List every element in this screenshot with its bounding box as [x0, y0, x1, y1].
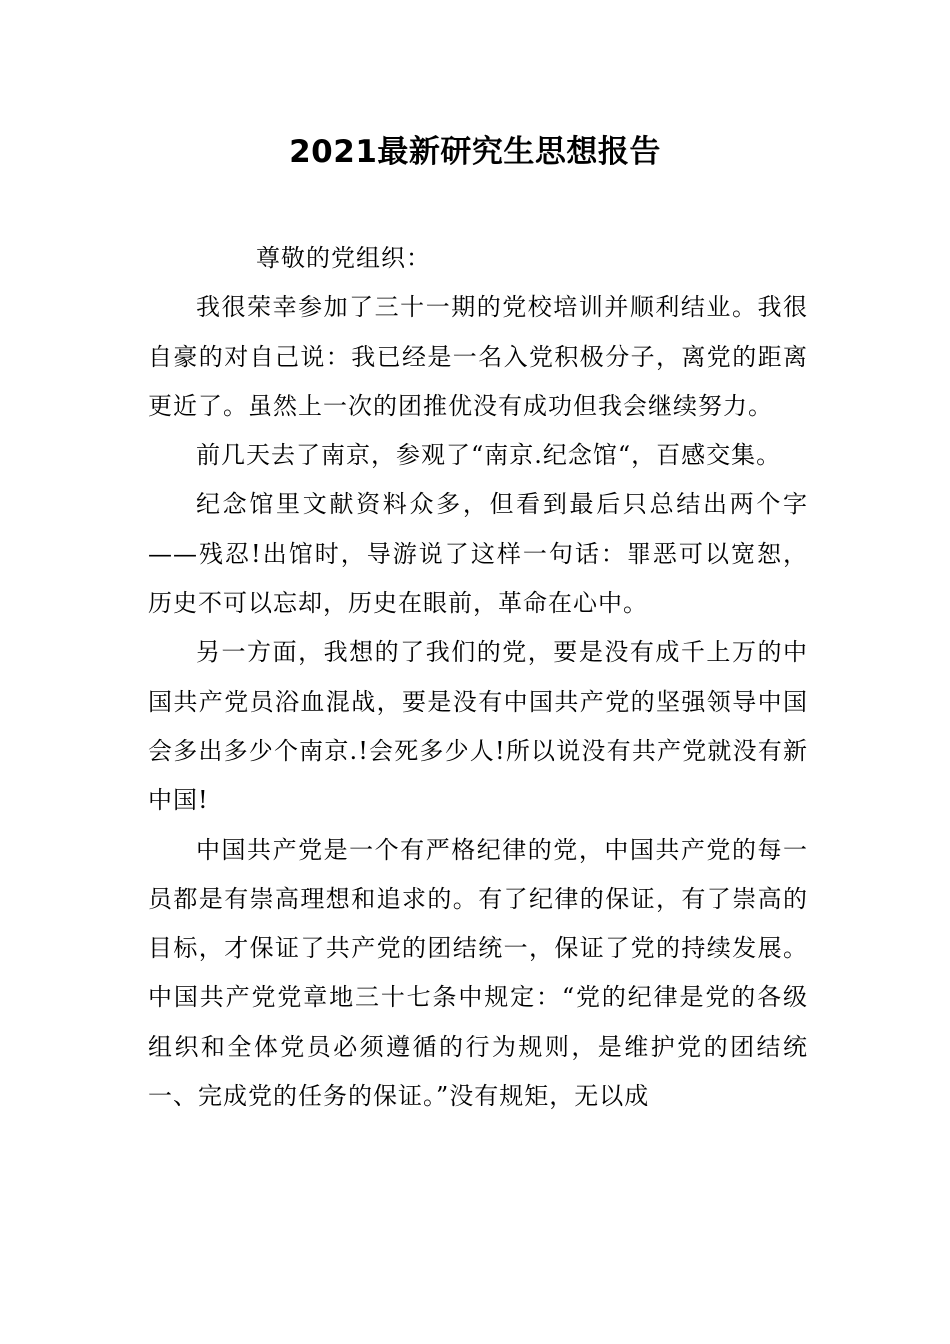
greeting-line: 尊敬的党组织： [256, 244, 431, 272]
document-title: 2021最新研究生思想报告 [289, 134, 661, 170]
paragraph-2: 前几天去了南京，参观了“南京.纪念馆“，百感交集。 [196, 441, 782, 470]
document-body [148, 234, 808, 1121]
paragraph-1: 我很荣幸参加了三十一期的党校培训并顺利结业。我很自豪的对自己说：我已经是一名入党积极分子，离党的距离更近了。虽然上一次的团推优没有成功但我会继续努力。 [148, 293, 808, 420]
paragraph-3: 纪念馆里文献资料众多，但看到最后只总结出两个字——残忍!出馆时，导游说了这样一句话：罪恶可以宽恕，历史不可以忘却，历史在眼前，革命在心中。 [148, 490, 808, 618]
paragraph-5: 中国共产党是一个有严格纪律的党，中国共产党的每一员都是有崇高理想和追求的。有了纪律的保证，有了崇高的目标，才保证了共产党的团结统一，保证了党的持续发展。中国共产党党章地三十七条中规定：“党的纪律是党的各级组织和全体党员必须遵循的行为规则，是维护党的团结统一、完成党的任务的保证。”没有规矩，无以成 [148, 835, 808, 1111]
paragraph-4: 另一方面，我想的了我们的党，要是没有成千上万的中国共产党员浴血混战，要是没有中国共产党的坚强领导中国会多出多少个南京.!会死多少人!所以说没有共产党就没有新中国! [148, 638, 808, 815]
